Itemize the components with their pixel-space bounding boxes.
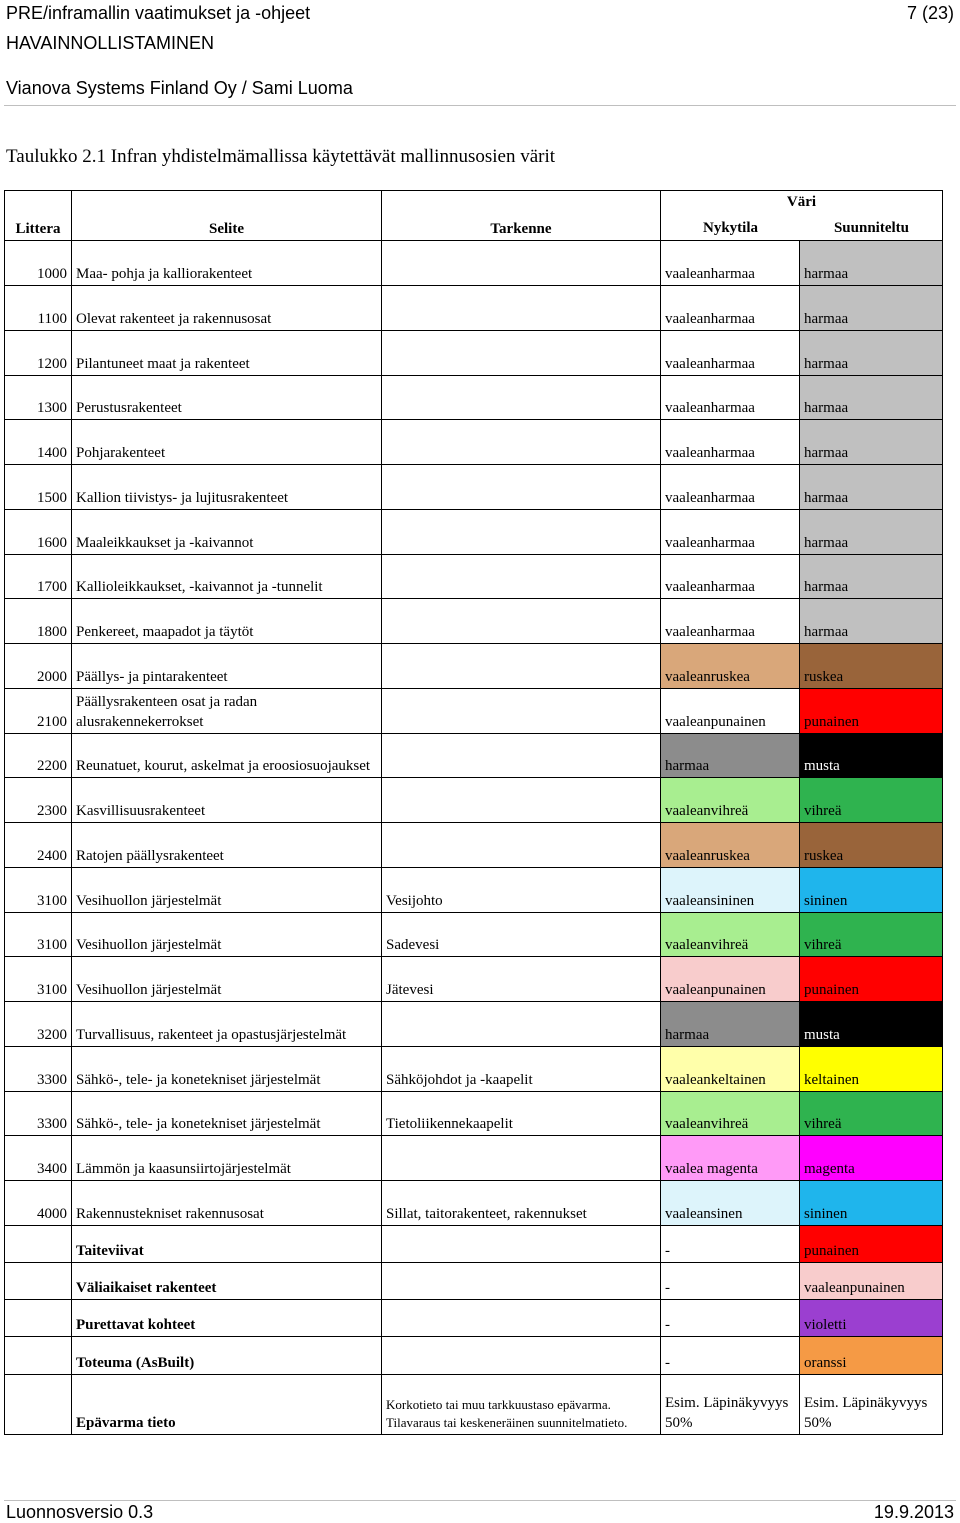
cell-suunniteltu: punainen <box>800 957 943 1002</box>
cell-tarkenne: Jätevesi <box>382 957 661 1002</box>
cell-nykytila: vaaleanpunainen <box>661 688 800 733</box>
table-row <box>5 1136 943 1181</box>
header-selite: Selite <box>72 191 382 241</box>
cell-selite: Kasvillisuusrakenteet <box>72 778 382 823</box>
cell-tarkenne <box>382 509 661 554</box>
cell-tarkenne: Tietoliikennekaapelit <box>382 1091 661 1136</box>
table-row <box>5 1374 943 1434</box>
cell-suunniteltu: musta <box>800 733 943 778</box>
cell-suunniteltu: ruskea <box>800 823 943 868</box>
cell-nykytila: - <box>661 1337 800 1374</box>
table-row <box>5 375 943 420</box>
table-row <box>5 823 943 868</box>
table-row <box>5 330 943 375</box>
table-row <box>5 465 943 510</box>
table-row <box>5 778 943 823</box>
cell-tarkenne <box>382 778 661 823</box>
cell-nykytila: harmaa <box>661 733 800 778</box>
cell-nykytila: vaaleanruskea <box>661 644 800 689</box>
cell-tarkenne <box>382 286 661 331</box>
cell-tarkenne <box>382 1002 661 1047</box>
cell-tarkenne <box>382 733 661 778</box>
cell-tarkenne <box>382 599 661 644</box>
cell-littera: 3300 <box>5 1091 72 1136</box>
cell-littera: 2000 <box>5 644 72 689</box>
cell-nykytila: vaaleanharmaa <box>661 286 800 331</box>
cell-selite: Maaleikkaukset ja -kaivannot <box>72 509 382 554</box>
cell-littera: 4000 <box>5 1181 72 1226</box>
cell-nykytila: vaaleanharmaa <box>661 375 800 420</box>
cell-tarkenne <box>382 823 661 868</box>
cell-littera: 2400 <box>5 823 72 868</box>
cell-tarkenne <box>382 1136 661 1181</box>
table-row <box>5 912 943 957</box>
table-row <box>5 509 943 554</box>
table-row <box>5 644 943 689</box>
cell-littera: 1600 <box>5 509 72 554</box>
cell-nykytila: - <box>661 1300 800 1337</box>
cell-tarkenne <box>382 1300 661 1337</box>
cell-selite: Pohjarakenteet <box>72 420 382 465</box>
cell-suunniteltu: vihreä <box>800 912 943 957</box>
cell-suunniteltu: sininen <box>800 867 943 912</box>
table-row <box>5 599 943 644</box>
section-title: HAVAINNOLLISTAMINEN <box>6 33 215 53</box>
table-row <box>5 688 943 733</box>
cell-suunniteltu: harmaa <box>800 286 943 331</box>
cell-nykytila: - <box>661 1262 800 1299</box>
table-caption: Taulukko 2.1 Infran yhdistelmämallissa käytettävät mallinnusosien värit <box>6 146 556 167</box>
cell-littera <box>5 1337 72 1374</box>
cell-selite: Sähkö-, tele- ja konetekniset järjestelmät <box>72 1046 382 1091</box>
table-row <box>5 1300 943 1337</box>
header-littera: Littera <box>5 191 72 241</box>
cell-littera: 1500 <box>5 465 72 510</box>
cell-selite: Sähkö-, tele- ja konetekniset järjestelmät <box>72 1091 382 1136</box>
cell-tarkenne: Sähköjohdot ja -kaapelit <box>382 1046 661 1091</box>
cell-selite: Turvallisuus, rakenteet ja opastusjärjestelmät <box>72 1002 382 1047</box>
cell-suunniteltu: vihreä <box>800 778 943 823</box>
table-row <box>5 1091 943 1136</box>
cell-tarkenne <box>382 1262 661 1299</box>
cell-tarkenne <box>382 420 661 465</box>
cell-selite: Kallioleikkaukset, -kaivannot ja -tunnelit <box>72 554 382 599</box>
cell-nykytila: vaaleanharmaa <box>661 599 800 644</box>
table-row <box>5 867 943 912</box>
table-row <box>5 1225 943 1262</box>
cell-selite: Penkereet, maapadot ja täytöt <box>72 599 382 644</box>
table-row <box>5 1337 943 1374</box>
header-nykytila: Nykytila <box>702 220 758 237</box>
cell-suunniteltu: sininen <box>800 1181 943 1226</box>
cell-littera: 1800 <box>5 599 72 644</box>
table-row <box>5 1002 943 1047</box>
cell-littera: 3100 <box>5 867 72 912</box>
table-row <box>5 957 943 1002</box>
cell-littera <box>5 1262 72 1299</box>
cell-nykytila: vaaleanvihreä <box>661 778 800 823</box>
cell-suunniteltu: punainen <box>800 688 943 733</box>
footer-divider <box>4 1500 956 1501</box>
header-tarkenne: Tarkenne <box>382 191 661 241</box>
cell-selite: Purettavat kohteet <box>72 1300 382 1337</box>
table-row <box>5 241 943 286</box>
cell-nykytila: vaaleanvihreä <box>661 1091 800 1136</box>
cell-suunniteltu: punainen <box>800 1225 943 1262</box>
cell-selite: Ratojen päällysrakenteet <box>72 823 382 868</box>
table-row <box>5 554 943 599</box>
cell-selite: Toteuma (AsBuilt) <box>72 1337 382 1374</box>
cell-nykytila: vaaleanharmaa <box>661 330 800 375</box>
table-row <box>5 733 943 778</box>
table-row <box>5 286 943 331</box>
cell-littera: 1100 <box>5 286 72 331</box>
cell-suunniteltu: vaaleanpunainen <box>800 1262 943 1299</box>
cell-nykytila: vaaleanharmaa <box>661 241 800 286</box>
cell-nykytila: vaaleanharmaa <box>661 465 800 510</box>
cell-littera: 1400 <box>5 420 72 465</box>
cell-littera: 2300 <box>5 778 72 823</box>
cell-tarkenne <box>382 465 661 510</box>
cell-nykytila: vaaleansininen <box>661 867 800 912</box>
page-number: 7 (23) <box>906 3 954 23</box>
cell-nykytila: vaaleansinen <box>661 1181 800 1226</box>
cell-tarkenne: Sillat, taitorakenteet, rakennukset <box>382 1181 661 1226</box>
cell-nykytila: vaaleanharmaa <box>661 554 800 599</box>
cell-littera: 3100 <box>5 912 72 957</box>
cell-tarkenne <box>382 375 661 420</box>
cell-selite: Olevat rakenteet ja rakennusosat <box>72 286 382 331</box>
cell-selite: Rakennustekniset rakennusosat <box>72 1181 382 1226</box>
cell-selite: Maa- pohja ja kalliorakenteet <box>72 241 382 286</box>
cell-nykytila: vaaleanruskea <box>661 823 800 868</box>
cell-suunniteltu: harmaa <box>800 554 943 599</box>
cell-selite: Vesihuollon järjestelmät <box>72 912 382 957</box>
cell-suunniteltu: vihreä <box>800 1091 943 1136</box>
cell-nykytila: - <box>661 1225 800 1262</box>
cell-suunniteltu: magenta <box>800 1136 943 1181</box>
table-header-row <box>5 191 943 241</box>
cell-suunniteltu: harmaa <box>800 375 943 420</box>
cell-nykytila: vaalea magenta <box>661 1136 800 1181</box>
table-row <box>5 1262 943 1299</box>
cell-littera: 2100 <box>5 688 72 733</box>
cell-tarkenne <box>382 554 661 599</box>
footer-version: Luonnosversio 0.3 <box>6 1502 154 1522</box>
cell-tarkenne <box>382 330 661 375</box>
document-title: PRE/inframallin vaatimukset ja -ohjeet <box>6 3 311 23</box>
header-suunniteltu: Suunniteltu <box>833 220 910 237</box>
cell-littera: 1000 <box>5 241 72 286</box>
cell-suunniteltu: harmaa <box>800 420 943 465</box>
table-row <box>5 1181 943 1226</box>
cell-littera: 1700 <box>5 554 72 599</box>
header-divider <box>4 105 956 106</box>
cell-littera: 3200 <box>5 1002 72 1047</box>
cell-nykytila: vaaleanharmaa <box>661 509 800 554</box>
cell-nykytila: vaaleanvihreä <box>661 912 800 957</box>
footer-date: 19.9.2013 <box>873 1502 954 1522</box>
cell-selite: Kallion tiivistys- ja lujitusrakenteet <box>72 465 382 510</box>
cell-tarkenne: Sadevesi <box>382 912 661 957</box>
cell-suunniteltu: oranssi <box>800 1337 943 1374</box>
cell-littera <box>5 1300 72 1337</box>
cell-littera <box>5 1374 72 1434</box>
cell-suunniteltu: harmaa <box>800 465 943 510</box>
cell-nykytila: vaaleanpunainen <box>661 957 800 1002</box>
cell-suunniteltu: ruskea <box>800 644 943 689</box>
cell-selite: Päällysrakenteen osat ja radan alusrakennekerrokset <box>72 688 382 733</box>
cell-selite: Päällys- ja pintarakenteet <box>72 644 382 689</box>
cell-selite: Epävarma tieto <box>72 1374 382 1434</box>
table-row <box>5 1046 943 1091</box>
cell-selite: Reunatuet, kourut, askelmat ja eroosiosuojaukset <box>72 733 382 778</box>
cell-selite: Taiteviivat <box>72 1225 382 1262</box>
cell-suunniteltu: harmaa <box>800 509 943 554</box>
cell-suunniteltu: musta <box>800 1002 943 1047</box>
cell-nykytila: Esim. Läpinäkyvyys 50% <box>661 1374 800 1434</box>
cell-nykytila: harmaa <box>661 1002 800 1047</box>
cell-littera: 3100 <box>5 957 72 1002</box>
cell-suunniteltu: Esim. Läpinäkyvyys 50% <box>800 1374 943 1434</box>
cell-tarkenne <box>382 688 661 733</box>
header-vari: Väri <box>786 194 817 210</box>
cell-littera: 1300 <box>5 375 72 420</box>
cell-suunniteltu: harmaa <box>800 330 943 375</box>
cell-suunniteltu: violetti <box>800 1300 943 1337</box>
cell-nykytila: vaaleankeltainen <box>661 1046 800 1091</box>
cell-tarkenne: Korkotieto tai muu tarkkuustaso epävarma. Tilavaraus tai keskeneräinen suunnitelmatieto. <box>382 1374 661 1434</box>
cell-tarkenne <box>382 241 661 286</box>
cell-tarkenne <box>382 1225 661 1262</box>
cell-littera <box>5 1225 72 1262</box>
cell-tarkenne: Vesijohto <box>382 867 661 912</box>
header-vari-group <box>661 191 943 241</box>
color-table <box>4 190 943 1435</box>
table-row <box>5 420 943 465</box>
cell-selite: Lämmön ja kaasunsiirtojärjestelmät <box>72 1136 382 1181</box>
cell-littera: 1200 <box>5 330 72 375</box>
cell-selite: Vesihuollon järjestelmät <box>72 867 382 912</box>
cell-littera: 2200 <box>5 733 72 778</box>
cell-suunniteltu: harmaa <box>800 241 943 286</box>
cell-littera: 3400 <box>5 1136 72 1181</box>
cell-suunniteltu: keltainen <box>800 1046 943 1091</box>
cell-selite: Perustusrakenteet <box>72 375 382 420</box>
cell-tarkenne <box>382 1337 661 1374</box>
cell-littera: 3300 <box>5 1046 72 1091</box>
author-line: Vianova Systems Finland Oy / Sami Luoma <box>6 78 353 98</box>
cell-tarkenne <box>382 644 661 689</box>
cell-suunniteltu: harmaa <box>800 599 943 644</box>
cell-selite: Pilantuneet maat ja rakenteet <box>72 330 382 375</box>
cell-nykytila: vaaleanharmaa <box>661 420 800 465</box>
cell-selite: Vesihuollon järjestelmät <box>72 957 382 1002</box>
cell-selite: Väliaikaiset rakenteet <box>72 1262 382 1299</box>
